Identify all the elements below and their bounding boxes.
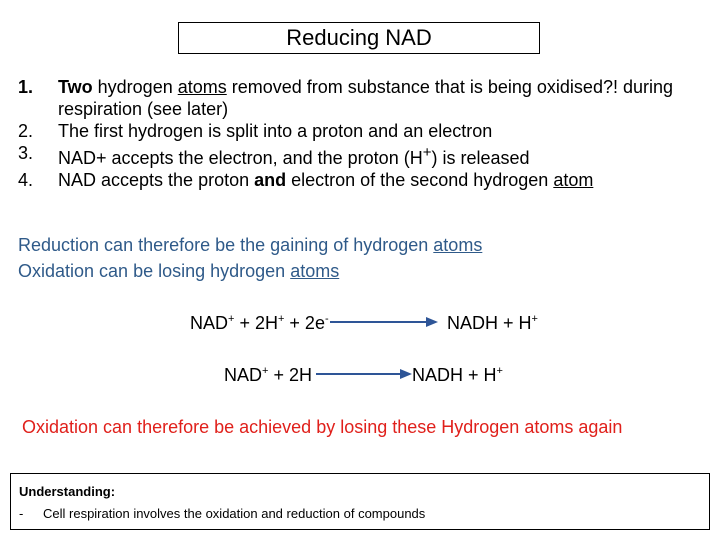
step-text xyxy=(58,142,708,169)
step-item xyxy=(18,142,708,169)
step-number: 4. xyxy=(18,170,34,190)
page-title: Reducing NAD xyxy=(286,25,432,50)
steps-list xyxy=(18,76,708,191)
step-text-part: NAD+ accepts the electron, and the proton (H xyxy=(58,148,423,168)
oxidation-definition xyxy=(18,258,482,284)
understanding-heading: Understanding: xyxy=(19,484,116,499)
equation-1-products: NADH + H+ xyxy=(447,313,538,333)
reduction-oxidation-definitions xyxy=(18,232,482,284)
understanding-box xyxy=(10,473,710,530)
step-text-underlined: atoms xyxy=(177,77,227,97)
step-item xyxy=(18,76,708,120)
equation-2-products: NADH + H+ xyxy=(412,365,503,385)
step-text: The first hydrogen is split into a proton and an electron xyxy=(58,121,493,141)
title-box xyxy=(178,22,540,54)
definition-underlined: atoms xyxy=(433,235,483,255)
step-text-bold: Two xyxy=(58,77,93,97)
step-text-part: ) is released xyxy=(431,148,530,168)
understanding-bullet xyxy=(19,503,701,525)
equation-2-reactants: NAD+ + 2H xyxy=(224,365,312,385)
step-text-part: electron of the second hydrogen xyxy=(286,170,554,190)
understanding-bullet-text: Cell respiration involves the oxidation and reduction of compounds xyxy=(43,506,426,521)
definition-underlined: atoms xyxy=(290,261,340,281)
equation-1-reactants: NAD+ + 2H+ + 2e- xyxy=(190,313,329,333)
step-text-bold: and xyxy=(254,170,287,190)
oxidation-statement: Oxidation can therefore be achieved by losing these Hydrogen atoms again xyxy=(22,417,623,437)
step-text-part: hydrogen xyxy=(92,77,178,97)
step-number: 3. xyxy=(18,143,34,163)
reaction-arrow-icon xyxy=(314,365,414,383)
step-text-part: NAD accepts the proton xyxy=(58,170,255,190)
step-text-part: removed from substance that is being oxidised?! during respiration (see later) xyxy=(58,77,673,119)
step-text xyxy=(58,76,708,120)
step-item xyxy=(18,120,708,142)
step-text-underlined: atom xyxy=(553,170,594,190)
step-number: 1. xyxy=(18,77,34,97)
reaction-arrow-icon xyxy=(328,313,440,331)
step-text xyxy=(58,169,708,191)
bullet-dash: - xyxy=(19,506,24,521)
definition-text: Reduction can therefore be the gaining of hydrogen xyxy=(18,235,434,255)
step-item xyxy=(18,169,708,191)
step-number: 2. xyxy=(18,121,34,141)
reduction-definition xyxy=(18,232,482,258)
step-text-superscript: + xyxy=(422,144,432,161)
definition-text: Oxidation can be losing hydrogen xyxy=(18,261,291,281)
